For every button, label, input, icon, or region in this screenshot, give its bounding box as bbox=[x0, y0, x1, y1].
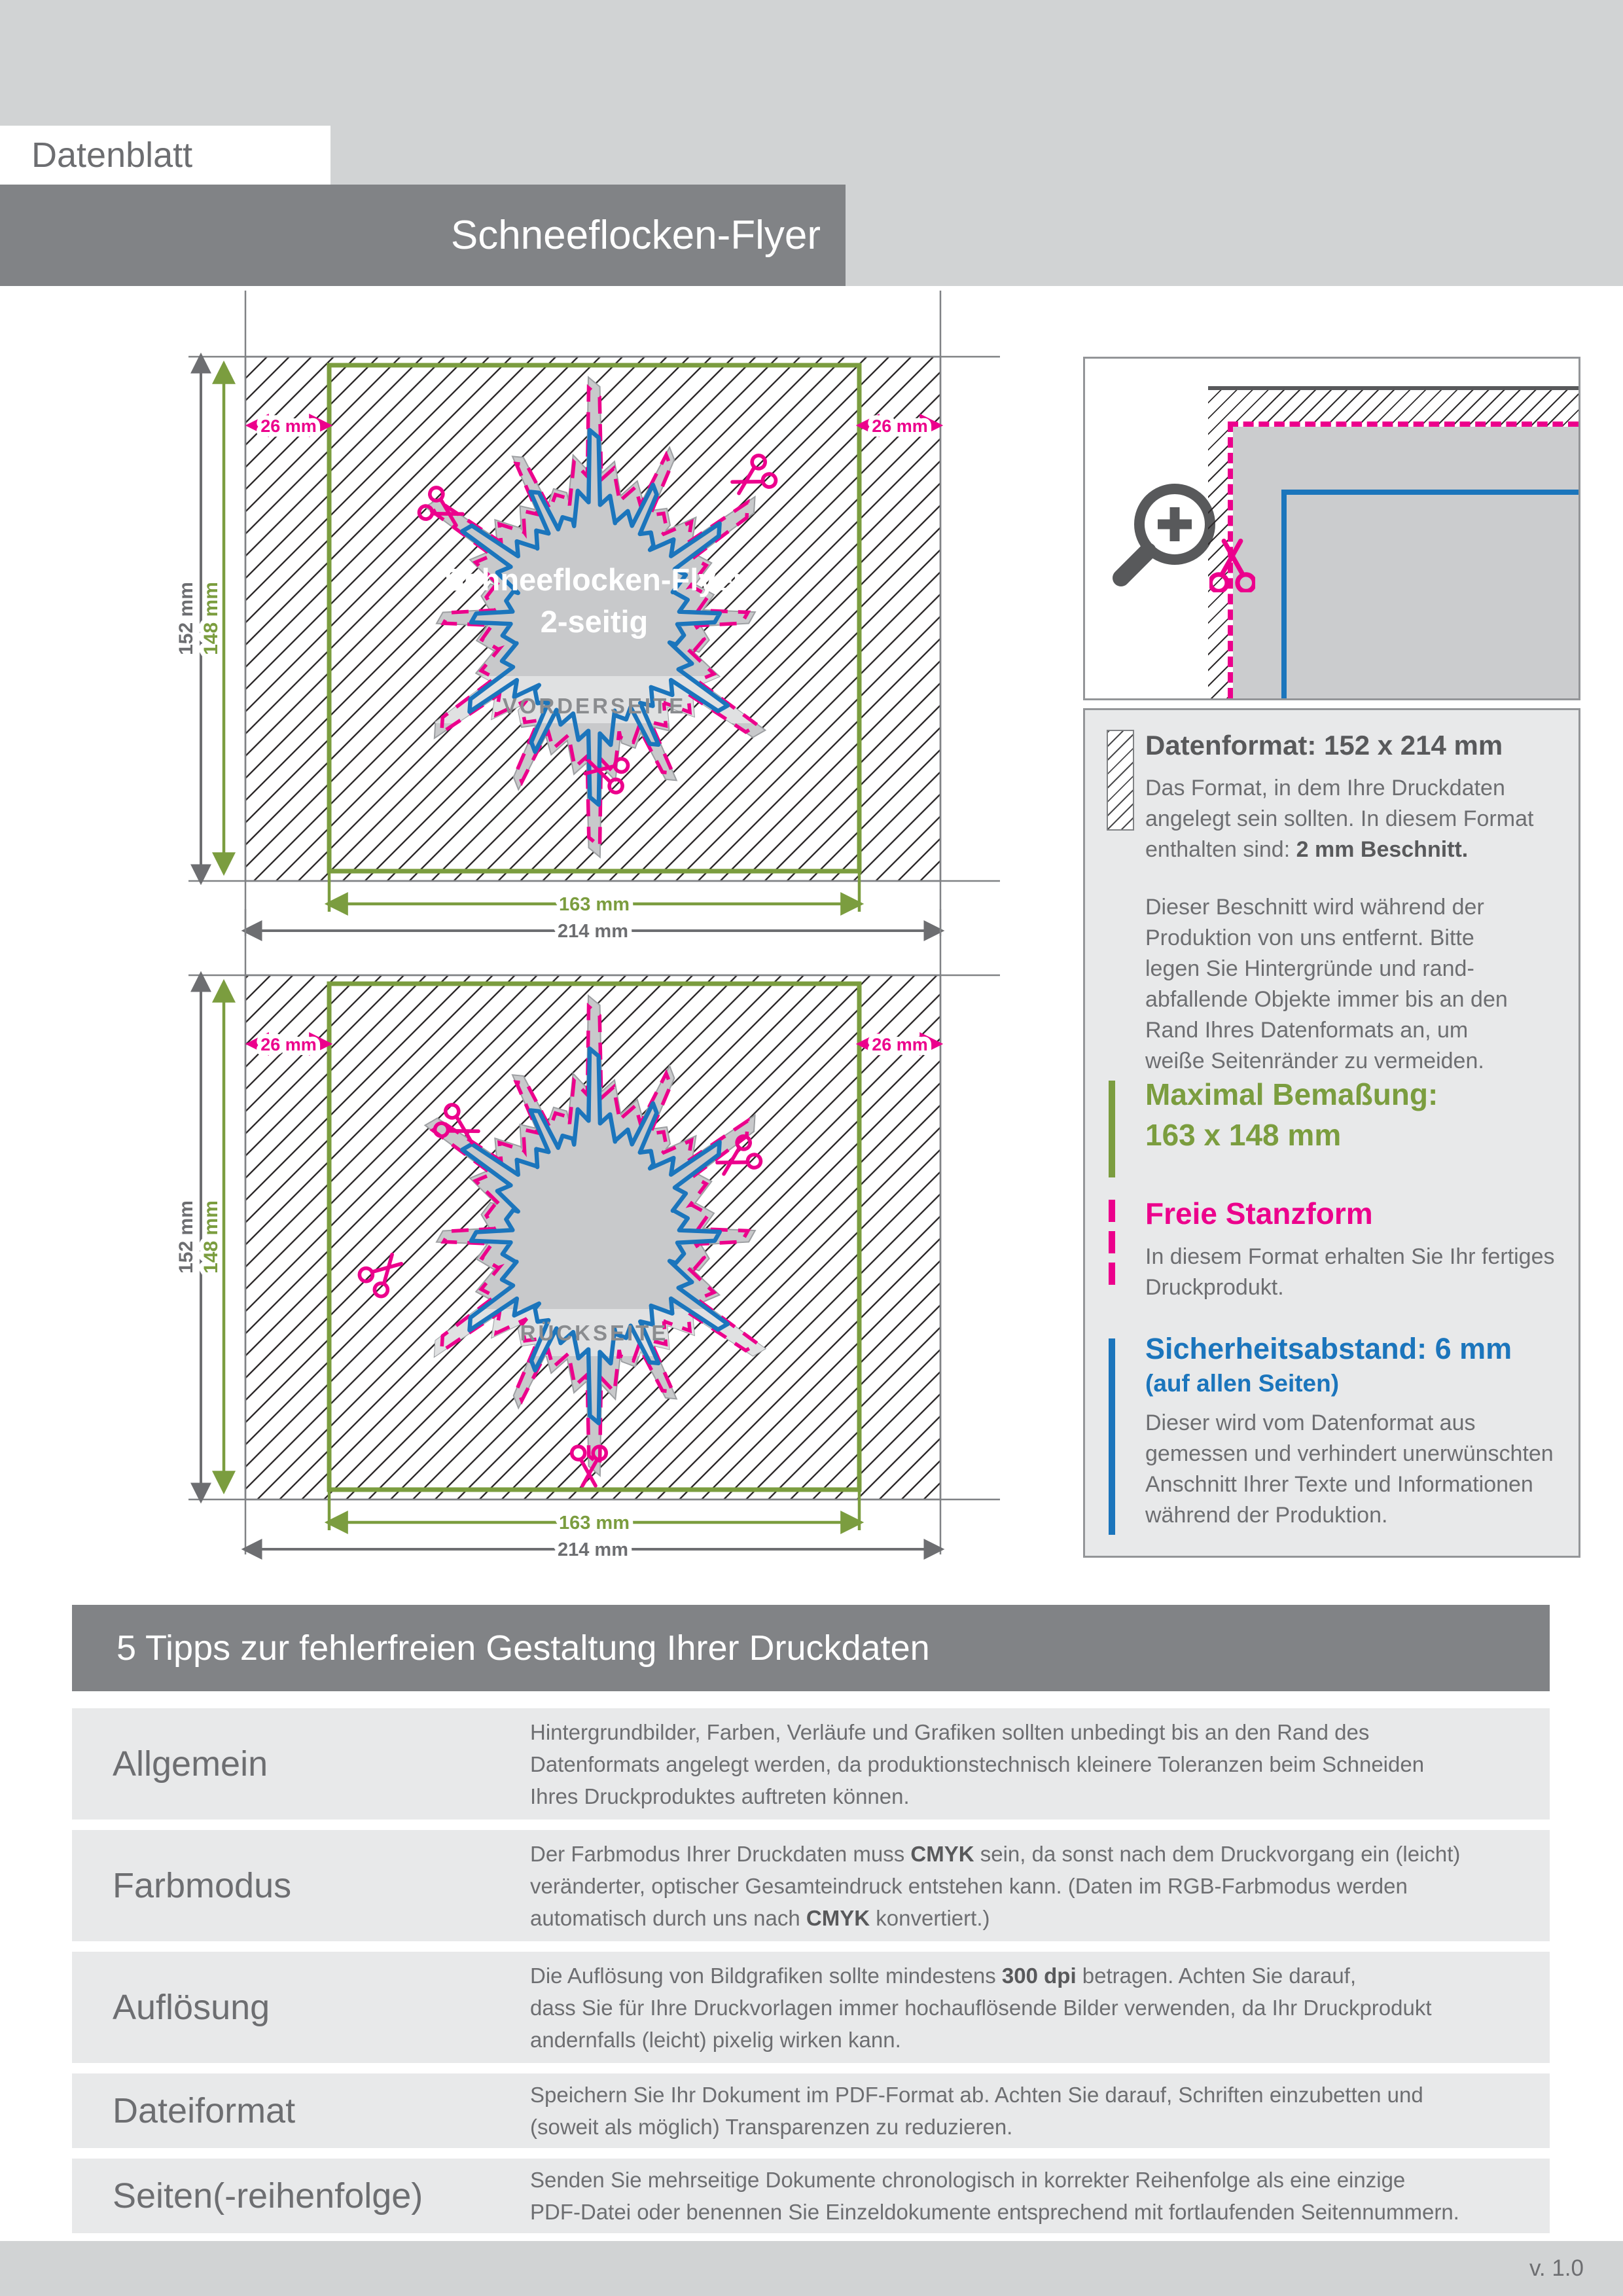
legend-beschnitt-line: weiße Seitenränder zu vermeiden. bbox=[1145, 1049, 1484, 1073]
dim-label-26-right: 26 mm bbox=[872, 416, 928, 436]
legend-sicherheit-subheading: (auf allen Seiten) bbox=[1145, 1370, 1340, 1397]
legend-sicherheit-heading: Sicherheitsabstand: 6 mm bbox=[1145, 1332, 1512, 1365]
tip-row-allgemein bbox=[72, 1708, 1550, 1820]
tip-row-seitenreihenfolge bbox=[72, 2159, 1550, 2233]
legend-stanzform-line: Druckprodukt. bbox=[1145, 1275, 1284, 1300]
tip-row-text: Speichern Sie Ihr Dokument im PDF-Format ab. Achten Sie darauf, Schriften einzubetten und (soweit als möglich) Transparenzen zu reduzieren. bbox=[530, 2083, 1423, 2139]
tip-row-label: Auflösung bbox=[113, 1988, 270, 2027]
side-label-back: RÜCKSEITE bbox=[520, 1321, 669, 1345]
max-dimension-color-bar bbox=[1109, 1081, 1115, 1177]
legend-sicherheit-line: gemessen und verhindert unerwünschten bbox=[1145, 1441, 1554, 1466]
legend-beschnitt-line: Produktion von uns entfernt. Bitte bbox=[1145, 925, 1474, 950]
dim-label-163: 163 mm bbox=[558, 894, 630, 915]
legend-beschnitt-line: legen Sie Hintergründe und rand- bbox=[1145, 956, 1474, 981]
cutline-color-bar bbox=[1109, 1200, 1115, 1286]
legend-sicherheit-line: Anschnitt Ihrer Texte und Informationen bbox=[1145, 1472, 1533, 1497]
doc-type-box bbox=[0, 126, 330, 185]
tip-row-label: Dateiformat bbox=[113, 2091, 296, 2130]
bleed-hatch-icon bbox=[1107, 730, 1134, 831]
flake-center-title: Schneeflocken-Flyer bbox=[444, 562, 745, 597]
legend-beschnitt-line: abfallende Objekte immer bis an den bbox=[1145, 987, 1508, 1012]
dim-label-148: 148 mm bbox=[200, 1200, 222, 1274]
legend-datenformat-line: enthalten sind: 2 mm Beschnitt. bbox=[1145, 837, 1469, 862]
scissors-icon bbox=[1209, 533, 1255, 592]
dim-label-163: 163 mm bbox=[558, 1513, 630, 1534]
tip-row-label: Allgemein bbox=[113, 1744, 268, 1784]
doc-type-label: Datenblatt bbox=[31, 135, 193, 175]
safety-color-bar bbox=[1109, 1338, 1115, 1535]
dim-label-214: 214 mm bbox=[557, 1539, 629, 1560]
dim-label-26-left: 26 mm bbox=[260, 416, 317, 436]
diagram-front bbox=[175, 291, 1000, 942]
side-label-front: VORDERSEITE bbox=[502, 694, 687, 718]
product-title-banner bbox=[0, 185, 846, 286]
tip-row-text: Senden Sie mehrseitige Dokumente chronologisch in korrekter Reihenfolge als eine einzige PDF-Datei oder benennen Sie Einzeldokumente entsprechend mit fortlaufenden Seitennummern. bbox=[530, 2168, 1459, 2224]
tip-row-label: Seiten(-reihenfolge) bbox=[113, 2176, 423, 2215]
dim-label-148: 148 mm bbox=[200, 582, 222, 655]
dim-label-152: 152 mm bbox=[175, 582, 197, 655]
legend-sicherheit-line: Dieser wird vom Datenformat aus bbox=[1145, 1410, 1476, 1435]
legend-box bbox=[1083, 708, 1580, 1558]
legend-beschnitt-line: Dieser Beschnitt wird während der bbox=[1145, 895, 1484, 920]
footer-band bbox=[0, 2241, 1623, 2296]
corner-detail-illustration bbox=[1208, 386, 1578, 698]
safety-line-detail bbox=[1281, 490, 1578, 698]
format-edge-line bbox=[1208, 386, 1578, 390]
tips-banner bbox=[72, 1605, 1550, 1691]
legend-beschnitt-line: Rand Ihres Datenformats an, um bbox=[1145, 1018, 1469, 1043]
dim-label-214: 214 mm bbox=[557, 921, 629, 942]
version-label: v. 1.0 bbox=[1529, 2255, 1584, 2281]
flake-center-subtitle: 2-seitig bbox=[540, 604, 649, 639]
tip-row-dateiformat bbox=[72, 2073, 1550, 2148]
legend-stanzform-line: In diesem Format erhalten Sie Ihr fertiges bbox=[1145, 1244, 1555, 1269]
tip-row-text: Der Farbmodus Ihrer Druckdaten muss CMYK sein, da sonst nach dem Druckvorgang ein (leicht) veränderter, optischer Gesamteindruck entstehen kann. (Daten im RGB-Farbmodus werden automatisch durch uns nach CMYK konvertiert.) bbox=[530, 1841, 1461, 1930]
legend-sicherheit-line: während der Produktion. bbox=[1145, 1503, 1388, 1528]
legend-bemassung-heading: Maximal Bemaßung: 163 x 148 mm bbox=[1145, 1077, 1438, 1152]
tip-row-text: Die Auflösung von Bildgrafiken sollte mindestens 300 dpi betragen. Achten Sie darauf, dass Sie für Ihre Druckvorlagen immer hochauflösende Bilder verwenden, da Ihr Druckprodukt andernfalls (leicht) pixelig wirken kann. bbox=[530, 1963, 1432, 2052]
product-title: Schneeflocken-Flyer bbox=[450, 213, 821, 258]
zoom-detail-box bbox=[1083, 357, 1580, 700]
die-cut-diagrams bbox=[151, 281, 1021, 1604]
dim-label-26-left: 26 mm bbox=[260, 1035, 317, 1054]
tip-row-label: Farbmodus bbox=[113, 1866, 292, 1905]
dim-label-152: 152 mm bbox=[175, 1200, 197, 1274]
tip-row-text: Hintergrundbilder, Farben, Verläufe und Grafiken sollten unbedingt bis an den Rand des Datenformats angelegt werden, da produktionstechnisch kleinere Toleranzen beim Schneiden Ihres Druckproduktes auftreten können. bbox=[530, 1719, 1425, 1808]
tip-row-aufloesung bbox=[72, 1952, 1550, 2063]
legend-datenformat-heading: Datenformat: 152 x 214 mm bbox=[1145, 730, 1503, 761]
legend-stanzform-heading: Freie Stanzform bbox=[1145, 1196, 1373, 1230]
tip-row-farbmodus bbox=[72, 1830, 1550, 1941]
legend-datenformat-line: Das Format, in dem Ihre Druckdaten bbox=[1145, 776, 1505, 800]
legend-datenformat-line: angelegt sein sollten. In diesem Format bbox=[1145, 806, 1534, 831]
diagram-back bbox=[175, 909, 1000, 1560]
dim-label-26-right: 26 mm bbox=[872, 1035, 928, 1054]
tips-banner-title: 5 Tipps zur fehlerfreien Gestaltung Ihrer Druckdaten bbox=[116, 1628, 930, 1668]
